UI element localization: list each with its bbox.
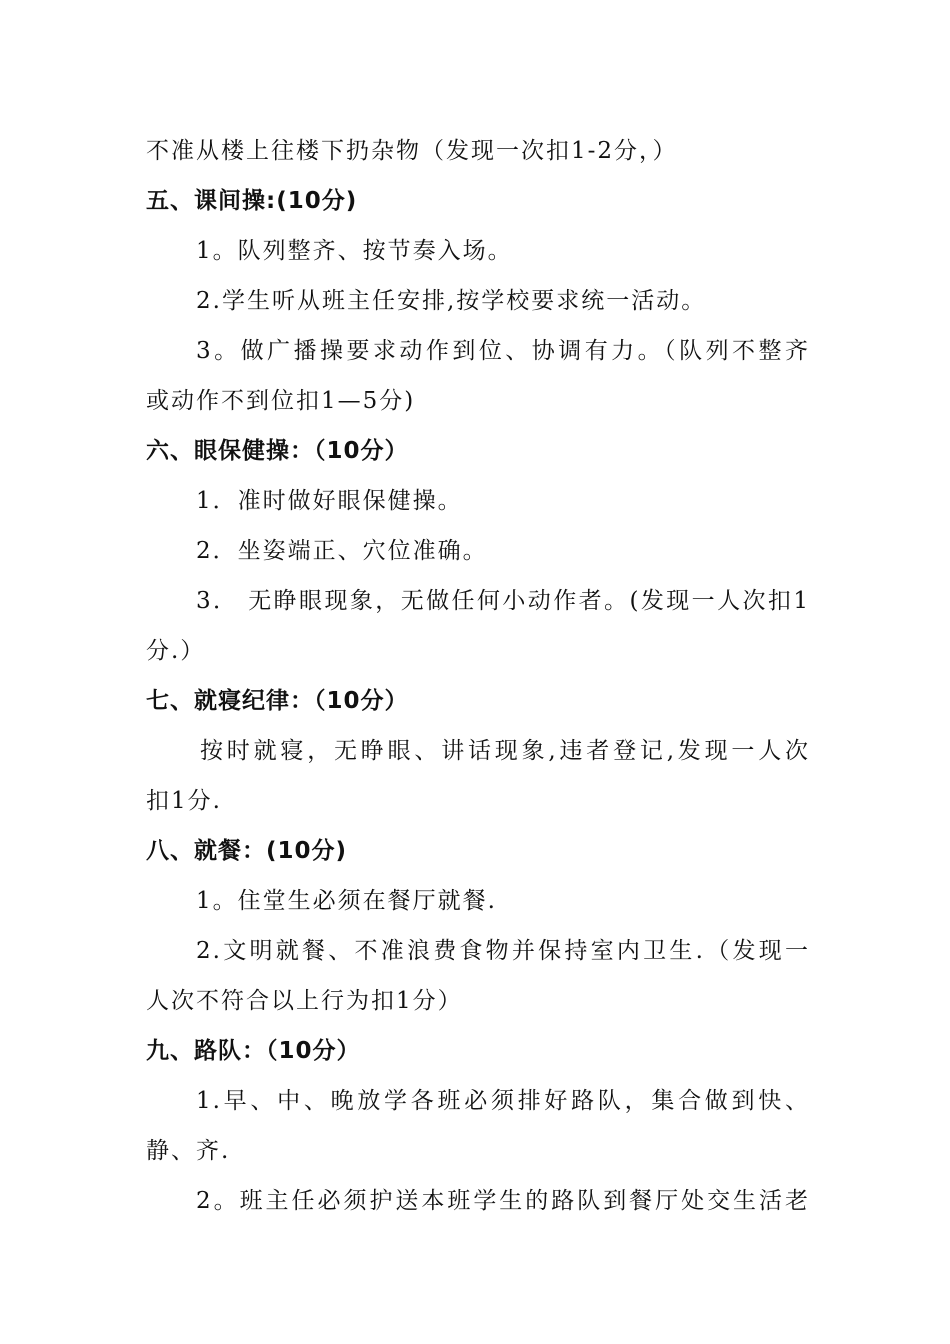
section-heading-8: 八、就餐：(10分) xyxy=(146,838,348,864)
section-heading-9: 九、路队：（10分） xyxy=(146,1038,361,1064)
section-heading-6: 六、眼保健操：（10分） xyxy=(146,438,409,464)
paragraph-continuation: 扣1分. xyxy=(146,788,222,814)
list-item-continuation: 分.） xyxy=(146,638,206,664)
list-item: 2．坐姿端正、穴位准确。 xyxy=(196,538,488,564)
list-item-continuation: 或动作不到位扣1—5分) xyxy=(146,388,416,414)
list-item: 1。住堂生必须在餐厅就餐. xyxy=(196,888,497,914)
paragraph-line: 按时就寝，无睁眼、讲话现象,违者登记,发现一人次 xyxy=(200,738,810,764)
paragraph-line: 不准从楼上往楼下扔杂物（发现一次扣1-2分，） xyxy=(146,138,678,164)
list-item: 2.文明就餐、不准浪费食物并保持室内卫生.（发现一 xyxy=(196,938,810,964)
list-item-continuation: 人次不符合以上行为扣1分） xyxy=(146,988,463,1014)
list-item-continuation: 静、齐. xyxy=(146,1138,231,1164)
section-heading-7: 七、就寝纪律：（10分） xyxy=(146,688,409,714)
list-item: 1。队列整齐、按节奏入场。 xyxy=(196,238,513,264)
list-item: 1．准时做好眼保健操。 xyxy=(196,488,463,514)
list-item: 3． 无睁眼现象，无做任何小动作者。(发现一人次扣1 xyxy=(196,588,810,614)
list-item: 2.学生听从班主任安排,按学校要求统一活动。 xyxy=(196,288,707,314)
list-item: 1.早、中、晚放学各班必须排好路队，集合做到快、 xyxy=(196,1088,810,1114)
list-item: 2。班主任必须护送本班学生的路队到餐厅处交生活老 xyxy=(196,1188,810,1214)
list-item: 3。做广播操要求动作到位、协调有力。（队列不整齐 xyxy=(196,338,810,364)
section-heading-5: 五、课间操:(10分) xyxy=(146,188,358,214)
